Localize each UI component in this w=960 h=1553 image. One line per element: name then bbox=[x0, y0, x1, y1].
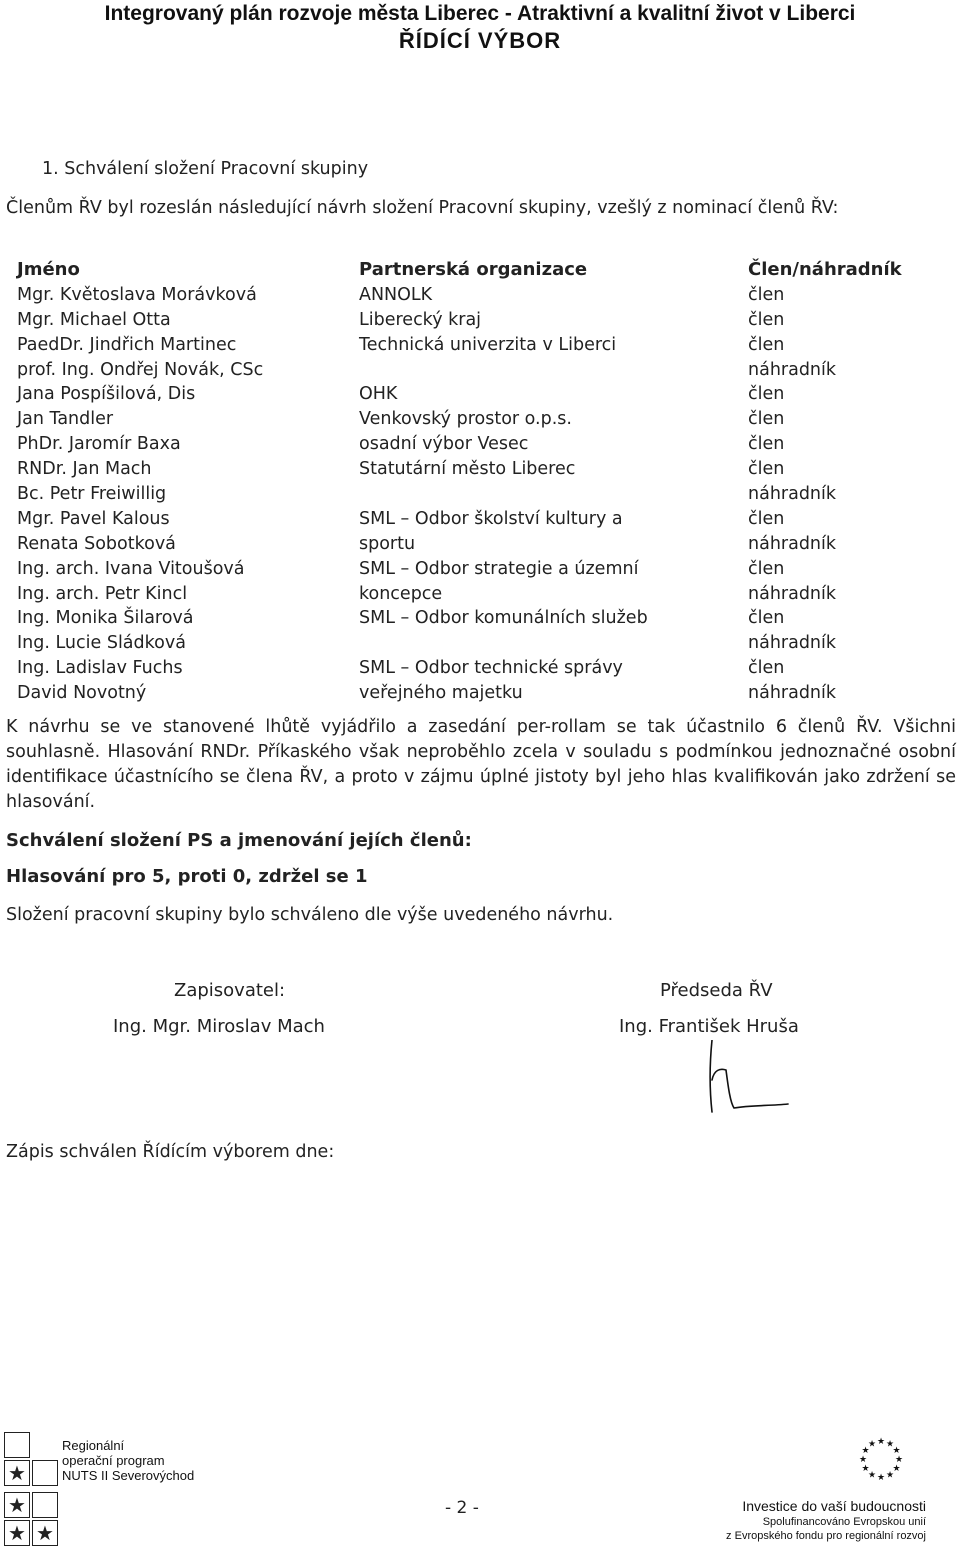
member-organization: veřejného majetku bbox=[359, 683, 523, 704]
star-icon: ★ bbox=[4, 1492, 30, 1518]
member-name: Bc. Petr Freiwillig bbox=[17, 484, 167, 505]
member-role: náhradník bbox=[748, 583, 837, 604]
member-role: člen bbox=[748, 434, 785, 455]
table-row bbox=[17, 358, 937, 383]
header-role: Člen/náhradník bbox=[748, 259, 902, 280]
decision-title: Schválení složení PS a jmenování jejích členů: bbox=[6, 830, 472, 851]
table-row bbox=[17, 407, 937, 432]
member-organization: SML – Odbor školství kultury a bbox=[359, 508, 623, 529]
svg-text:★: ★ bbox=[885, 1439, 895, 1450]
member-role: člen bbox=[748, 409, 785, 430]
member-name: Ing. arch. Ivana Vitoušová bbox=[17, 558, 245, 579]
section-intro: Členům ŘV byl rozeslán následující návrh složení Pracovní skupiny, vzešlý z nominací členů ŘV: bbox=[6, 198, 839, 218]
svg-text:★: ★ bbox=[892, 1446, 901, 1456]
members-table bbox=[17, 258, 937, 706]
eu-slogan: Investice do vaší budoucnosti bbox=[742, 1498, 926, 1514]
table-header-row bbox=[17, 258, 937, 283]
header-name: Jméno bbox=[17, 259, 80, 280]
table-row bbox=[17, 457, 937, 482]
member-name: RNDr. Jan Mach bbox=[17, 459, 152, 480]
program-line: NUTS II Severovýchod bbox=[62, 1468, 195, 1483]
table-row bbox=[17, 382, 937, 407]
recorder-label: Zapisovatel: bbox=[174, 980, 286, 1001]
star-icon: ★ bbox=[32, 1520, 58, 1546]
member-name: Jana Pospíšilová, Dis bbox=[17, 384, 196, 405]
member-role: člen bbox=[748, 508, 785, 529]
table-row bbox=[17, 482, 937, 507]
member-role: náhradník bbox=[748, 683, 837, 704]
program-line: operační program bbox=[62, 1453, 165, 1468]
svg-text:★: ★ bbox=[876, 1437, 886, 1447]
member-name: Jan Tandler bbox=[17, 409, 114, 430]
chair-name: Ing. František Hruša bbox=[619, 1016, 799, 1037]
member-organization: Statutární město Liberec bbox=[359, 459, 576, 480]
section-title: 1. Schválení složení Pracovní skupiny bbox=[42, 159, 369, 179]
logo-cell bbox=[32, 1492, 58, 1518]
member-role: náhradník bbox=[748, 359, 837, 380]
svg-text:★: ★ bbox=[885, 1470, 895, 1481]
member-organization: ANNOLK bbox=[359, 284, 433, 305]
program-logo bbox=[4, 1432, 59, 1548]
svg-text:★: ★ bbox=[892, 1464, 901, 1474]
member-organization: Technická univerzita v Liberci bbox=[359, 334, 617, 355]
member-role: člen bbox=[748, 384, 785, 405]
table-row bbox=[17, 432, 937, 457]
member-role: člen bbox=[748, 309, 785, 330]
page-number: - 2 - bbox=[445, 1498, 479, 1518]
member-organization: Liberecký kraj bbox=[359, 309, 482, 330]
svg-text:★: ★ bbox=[876, 1473, 886, 1483]
eu-fund: z Evropského fondu pro regionální rozvoj bbox=[726, 1530, 926, 1542]
logo-cell bbox=[32, 1460, 58, 1486]
document-subtitle: ŘÍDÍCÍ VÝBOR bbox=[398, 28, 562, 53]
member-organization: koncepce bbox=[359, 583, 443, 604]
table-row bbox=[17, 631, 937, 656]
svg-text:★: ★ bbox=[861, 1464, 870, 1474]
chair-signature bbox=[700, 1040, 790, 1120]
member-role: člen bbox=[748, 658, 785, 679]
member-role: člen bbox=[748, 558, 785, 579]
member-role: náhradník bbox=[748, 484, 837, 505]
table-row bbox=[17, 681, 937, 706]
table-row bbox=[17, 308, 937, 333]
member-role: náhradník bbox=[748, 633, 837, 654]
table-row bbox=[17, 582, 937, 607]
member-role: člen bbox=[748, 608, 785, 629]
member-name: PhDr. Jaromír Baxa bbox=[17, 434, 181, 455]
member-name: prof. Ing. Ondřej Novák, CSc bbox=[17, 359, 264, 380]
star-icon: ★ bbox=[4, 1520, 30, 1546]
member-name: Mgr. Michael Otta bbox=[17, 309, 171, 330]
member-name: Renata Sobotková bbox=[17, 533, 176, 554]
table-row bbox=[17, 557, 937, 582]
recorder-name: Ing. Mgr. Miroslav Mach bbox=[113, 1016, 325, 1037]
document-title: Integrovaný plán rozvoje města Liberec - Atraktivní a kvalitní život v Liberci bbox=[104, 2, 856, 25]
member-name: Mgr. Pavel Kalous bbox=[17, 508, 170, 529]
table-row bbox=[17, 283, 937, 308]
member-role: člen bbox=[748, 459, 785, 480]
program-text bbox=[62, 1438, 194, 1483]
table-row bbox=[17, 532, 937, 557]
member-name: Mgr. Květoslava Morávková bbox=[17, 284, 257, 305]
member-name: PaedDr. Jindřich Martinec bbox=[17, 334, 237, 355]
eu-stars-icon bbox=[853, 1432, 909, 1488]
header-organization: Partnerská organizace bbox=[359, 259, 588, 280]
program-line: Regionální bbox=[62, 1438, 125, 1453]
member-role: člen bbox=[748, 334, 785, 355]
svg-text:★: ★ bbox=[894, 1455, 904, 1465]
per-rollam-paragraph: K návrhu se ve stanovené lhůtě vyjádřilo a zasedání per-rollam se tak účastnilo 6 členů ŘV. Všichni souhlasně. Hlasování RNDr. Příkaského však neproběhlo zcela v souladu s podmínkou jednoznačné osobní identifikace účastnícího se člena ŘV, a proto v zájmu úplné jistoty byl jeho hlas kvalifikován jako zdržení se hlasování. bbox=[6, 717, 956, 812]
member-name: Ing. Lucie Sládková bbox=[17, 633, 186, 654]
member-name: Ing. Monika Šilarová bbox=[17, 608, 194, 629]
member-role: náhradník bbox=[748, 533, 837, 554]
member-organization: SML – Odbor komunálních služeb bbox=[359, 608, 648, 629]
member-organization: OHK bbox=[359, 384, 398, 405]
approval-line: Zápis schválen Řídícím výborem dne: bbox=[6, 1142, 335, 1162]
table-row bbox=[17, 606, 937, 631]
member-name: Ing. Ladislav Fuchs bbox=[17, 658, 183, 679]
star-icon: ★ bbox=[4, 1460, 30, 1486]
member-organization: sportu bbox=[359, 533, 416, 554]
table-row bbox=[17, 507, 937, 532]
member-name: David Novotný bbox=[17, 683, 147, 704]
decision-result: Složení pracovní skupiny bylo schváleno dle výše uvedeného návrhu. bbox=[6, 905, 614, 925]
svg-text:★: ★ bbox=[858, 1455, 868, 1465]
svg-text:★: ★ bbox=[867, 1439, 877, 1450]
member-organization: SML – Odbor strategie a územní bbox=[359, 558, 639, 579]
table-row bbox=[17, 656, 937, 681]
member-organization: SML – Odbor technické správy bbox=[359, 658, 623, 679]
vote-result: Hlasování pro 5, proti 0, zdržel se 1 bbox=[6, 866, 368, 887]
member-role: člen bbox=[748, 284, 785, 305]
eu-text bbox=[726, 1498, 926, 1543]
logo-cell bbox=[4, 1432, 30, 1458]
member-name: Ing. arch. Petr Kincl bbox=[17, 583, 188, 604]
svg-text:★: ★ bbox=[867, 1470, 877, 1481]
table-row bbox=[17, 333, 937, 358]
member-organization: osadní výbor Vesec bbox=[359, 434, 529, 455]
svg-text:★: ★ bbox=[861, 1446, 870, 1456]
member-organization: Venkovský prostor o.p.s. bbox=[359, 409, 572, 430]
eu-cofinanced: Spolufinancováno Evropskou unií bbox=[762, 1516, 926, 1528]
chair-label: Předseda ŘV bbox=[660, 980, 773, 1001]
